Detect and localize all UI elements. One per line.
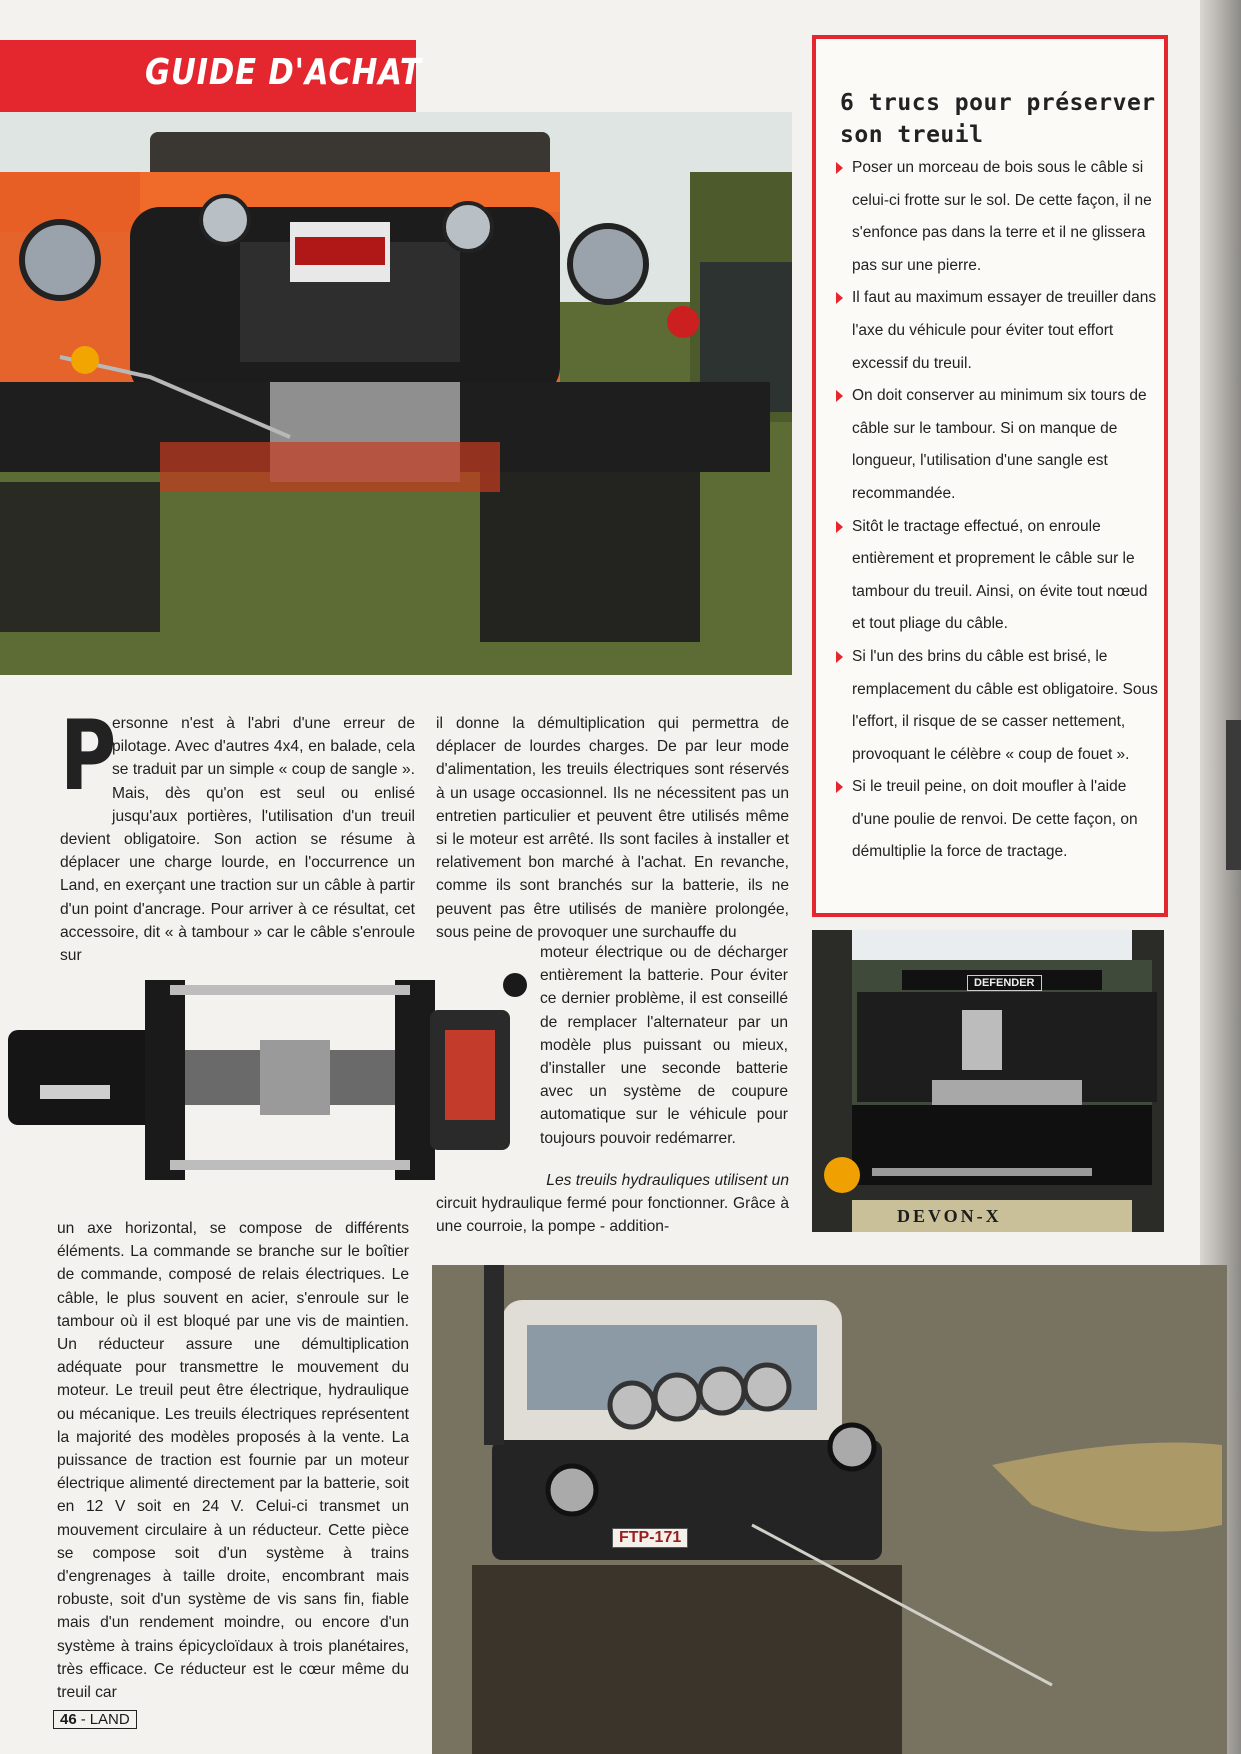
tip-text: Il faut au maximum essayer de treuiller dans l'axe du véhicule pour éviter tout effort excessif du treuil. xyxy=(852,289,1157,372)
dropcap: P xyxy=(60,700,117,812)
edge-shadow xyxy=(1226,720,1241,870)
arrow-bullet-icon xyxy=(836,651,843,663)
arrow-bullet-icon xyxy=(836,521,843,533)
magazine-name: LAND xyxy=(89,1711,130,1728)
section-label: GUIDE D'ACHAT xyxy=(145,52,422,93)
tip-item xyxy=(836,282,1162,380)
photo-range-rover-mud xyxy=(432,1265,1227,1754)
folio: 46 - LAND xyxy=(53,1710,137,1729)
article-column-right-top xyxy=(436,712,789,944)
tip-item xyxy=(836,771,1162,869)
mud-plate: FTP-171 xyxy=(612,1528,688,1548)
tip-text: Sitôt le tractage effectué, on enroule entièrement et proprement le câble sur le tambour du treuil. Ainsi, on évite tout nœud et tout pliage du câble. xyxy=(852,517,1148,633)
paragraph: circuit hydraulique fermé pour fonctionner. Grâce à une courroie, la pompe - addition- xyxy=(436,1195,789,1236)
photo-orange-land-rover xyxy=(0,112,792,675)
arrow-bullet-icon xyxy=(836,292,843,304)
page-footer xyxy=(53,1710,137,1729)
tip-item xyxy=(836,380,1162,510)
paragraph: il donne la démultiplication qui permettra de déplacer de lourdes charges. De par leur mode d'alimentation, les treuils électriques sont réservés à un usage occasionnel. Ils ne nécessitent pas un entretien particulier et peuvent être utilisés même si le moteur est arrêté. Ils sont faciles à installer et relativement bon marché à l'achat. En revanche, comme ils sont branchés sur la batterie, ils ne peuvent pas être utilisés de manière prolongée, sous peine de provoquer une surchauffe du xyxy=(436,715,789,941)
photo-defender xyxy=(812,930,1164,1232)
arrow-bullet-icon xyxy=(836,390,843,402)
defender-plate: DEVON-X xyxy=(897,1206,1002,1226)
sidebar-title: 6 trucs pour préserver son treuil xyxy=(840,90,1156,148)
paragraph-lead: Les treuils hydrauliques utilisent un xyxy=(546,1172,789,1189)
paragraph: un axe horizontal, se compose de différents éléments. La commande se branche sur le boîtier de commande, composé de relais électriques. Le câble, le plus souvent en acier, s'enroule sur le tambour où il est bloqué par une vis de maintien. Un réducteur assure une démultiplication adéquate pour transmettre le mouvement du moteur. Le treuil peut être électrique, hydraulique ou mécanique. Les treuils électriques représentent la majorité des modèles proposés à la vente. La puissance de traction est fournie par un moteur électrique alimenté directement par la batterie, soit en 12 V soit en 24 V. Celui-ci transmet un mouvement circulaire à un réducteur. Cette pièce se compose soit d'un système à trains d'engrenages à taille droite, encombrant mais robuste, soit d'un système de vis sans fin, fiable mais d'un rendement moindre, ou encore d'un système à trains épicycloïdaux à trois planétaires, très efficace. Ce réducteur est le cœur même du treuil car xyxy=(57,1220,409,1702)
article-column-left-bottom xyxy=(57,1217,409,1704)
article-column-left-top xyxy=(60,700,415,967)
photo-winch-cutaway xyxy=(0,960,550,1200)
page-number: 46 xyxy=(60,1711,77,1728)
paragraph: ersonne n'est à l'abri d'une erreur de pilotage. Avec d'autres 4x4, en balade, cela se traduit par un simple « coup de sangle ». Mais, dès qu'on est seul ou enlisé jusqu'aux portières, l'utilisation d'un treuil devient obligatoire. Son action se résume à déplacer une charge lourde, en l'occurrence un Land, en exerçant une traction sur un câble à partir d'un point d'ancrage. Pour arriver à ce résultat, cet accessoire, dit « à tambour » car le câble s'enroule sur xyxy=(60,715,415,965)
tips-list xyxy=(836,152,1162,869)
tip-text: Poser un morceau de bois sous le câble si celui-ci frotte sur le sol. De cette façon, il ne s'enfonce pas dans la terre et il ne glissera pas sur une pierre. xyxy=(852,159,1152,274)
arrow-bullet-icon xyxy=(836,781,843,793)
paragraph: moteur électrique ou de décharger entièrement la batterie. Pour éviter ce dernier problème, il est conseillé de remplacer l'alternateur par un modèle plus puissant ou mieux, d'installer une seconde batterie avec un système de coupure automatique sur le véhicule pour toujours pouvoir redémarrer. xyxy=(540,944,788,1147)
tip-item xyxy=(836,641,1162,771)
arrow-bullet-icon xyxy=(836,162,843,174)
defender-badge: DEFENDER xyxy=(967,975,1042,991)
tip-text: On doit conserver au minimum six tours de câble sur le tambour. Si on manque de longueur, l'utilisation d'une sangle est recommandée. xyxy=(852,387,1147,502)
article-column-right-mid xyxy=(540,941,788,1150)
tip-item xyxy=(836,152,1162,282)
tips-sidebar xyxy=(812,35,1168,917)
tip-item xyxy=(836,511,1162,641)
tip-text: Si l'un des brins du câble est brisé, le remplacement du câble est obligatoire. Sous l'effort, il risque de se casser nettement, provoquant le célèbre « coup de fouet ». xyxy=(852,647,1158,763)
tip-text: Si le treuil peine, on doit moufler à l'aide d'une poulie de renvoi. De cette façon, on démultiplie la force de tractage. xyxy=(852,778,1138,861)
